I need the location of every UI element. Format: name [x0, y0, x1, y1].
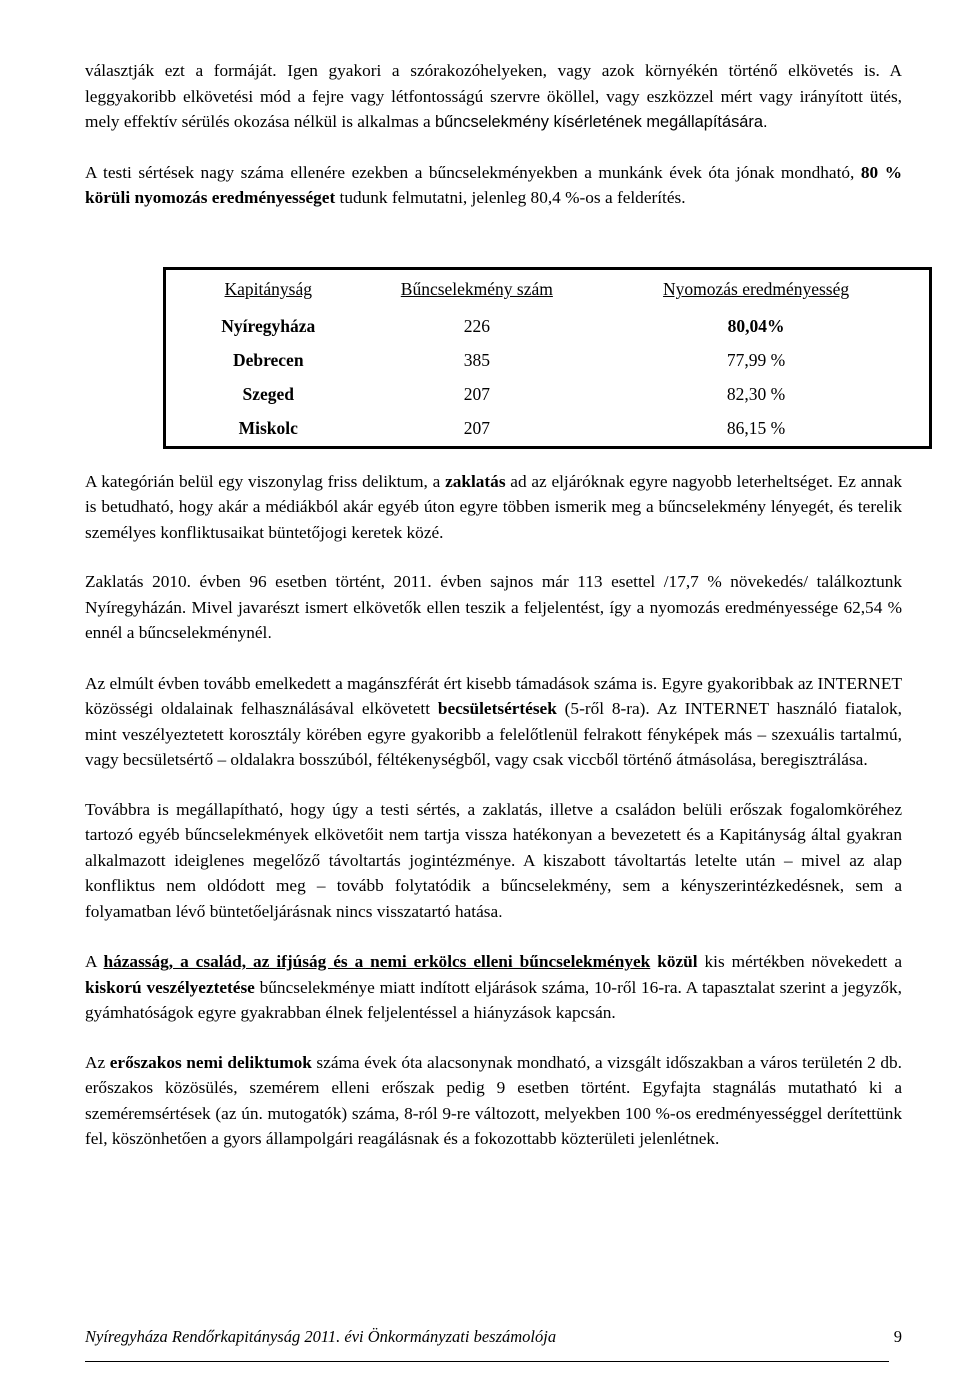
paragraph-7-text: A: [85, 952, 104, 971]
cell-rate: 86,15 %: [726, 418, 786, 438]
cell-count: 207: [463, 384, 490, 404]
paragraph-4-text: Zaklatás 2010. évben 96 esetben történt, 2011. évben sajnos már 113 esettel /17,7 % növekedés/ találkoztunk Nyíregyházán. Mivel javarészt ismert elkövetők ellen teszik a feljelentést, így a nyomozás eredményessége 62,54 % ennél a bűncselekménynél: [85, 572, 902, 642]
paragraph-1: [85, 58, 902, 136]
paragraph-7-bold: közül: [650, 952, 698, 971]
footer-title: Nyíregyháza Rendőrkapitányság 2011. évi Önkormányzati beszámolója: [85, 1327, 557, 1346]
cell-city: Szeged: [242, 384, 295, 404]
paragraph-2: [85, 160, 902, 211]
paragraph-5-text: Az elmúlt évben tovább emelkedett a magánszférát ért kisebb támadások száma is. Egyre gyakoribbak az INTERNET közösségi oldalainak felhasználásával elkövetett: [85, 673, 902, 718]
paragraph-3-text: A kategórián belül egy viszonylag friss deliktum, a: [85, 471, 446, 491]
paragraph-3: [85, 469, 902, 546]
statistics-table: [163, 267, 932, 449]
paragraph-8-text-end: száma évek óta alacsonynak mondható, a vizsgált időszakban a város területén 2 db. erőszakos közösülés, szemérem elleni erőszak pedig 9 esetben történt. Egyfajta stagnálás mutatható ki a szeméremsértések (az ún. mutogatók) száma, 8-ról 9-re változott, melyekben 100 %-os eredményességgel derítettünk fel, köszönhetően a gyors állampolgári reagálásnak és a fokozottabb közterületi jelenlétnek.: [85, 1052, 902, 1148]
cell-count: 385: [463, 350, 490, 370]
header-kapitanysag: Kapitányság: [224, 279, 312, 299]
paragraph-5-text-end: (5-ről 8-ra). Az INTERNET használó fiatalok, mint veszélyeztetett korosztály körében egyre gyakoribb a felelőtlenül felrakott fényképek más – szexuális tartalmú, vagy becsületsértő – oldalakra bosszúból, féltékenységből, vagy csak viccből történő átmásolása, beregisztrálása.: [85, 699, 902, 769]
paragraph-7: [85, 949, 902, 1026]
paragraph-7-text-mid: kis mértékben növekedett a: [697, 952, 902, 971]
paragraph-2-bold: 80 % körüli nyomozás eredményességet: [85, 162, 902, 207]
page-footer: [85, 1327, 902, 1351]
table-row: [165, 412, 931, 448]
table-row: [165, 378, 931, 412]
cell-city: Miskolc: [238, 418, 298, 438]
paragraph-1-text: választják ezt a formáját. Igen gyakori a szórakozóhelyeken, vagy azok környékén történő elkövetés is. A leggyakoribb elkövetési mód a fejre vagy létfontosságú szervre ököllel, vagy eszközzel mért vagy irányított ütés, mely effektív sérülés okozása nélkül is alkalmas a: [85, 61, 902, 131]
paragraph-3-text-end: ad az eljáróknak egyre nagyobb leterheltséget. Ez annak is betudható, hogy akár a médiákból akár egyéb úton egyre többen ismerik meg a bűncselekmény lényegét, és terelik személyes konfliktusaikat büntetőjogi keretek közé.: [85, 471, 902, 542]
paragraph-4-period: .: [267, 624, 272, 642]
paragraph-6: [85, 797, 902, 926]
cell-rate: 82,30 %: [726, 384, 786, 404]
cell-rate: 77,99 %: [726, 350, 786, 370]
paragraph-6-text: Továbbra is megállapítható, hogy úgy a testi sértés, a zaklatás, illetve a családon belüli erőszak fogalomköréhez tartozó egyéb bűncselekmények elkövetőit nem tartja vissza hatékonyan a bevezetett és a Kapitányság által gyakran alkalmazott ideiglenes megelőző távoltartás jogintézménye. A kiszabott távoltartás letelte után – mivel az alap konfliktus nem oldódott meg – tovább folytatódik a bűncselekmény, sem a kényszerintézkedésnek, sem a folyamatban lévő büntetőeljárásnak nincs visszatartó hatása: [85, 799, 902, 921]
statistics-table-wrap: [163, 267, 902, 449]
paragraph-3-bold: zaklatás: [445, 471, 506, 491]
header-nyomozas-eredmenyesseg: Nyomozás eredményesség: [663, 279, 850, 299]
paragraph-2-text: A testi sértések nagy száma ellenére ezekben a bűncselekményekben a munkánk évek óta jónak mondható,: [85, 162, 861, 182]
footer-rule: [85, 1361, 889, 1362]
header-buncselekmeny-szam: Bűncselekmény szám: [400, 279, 553, 299]
paragraph-7-text-end: bűncselekménye miatt indított eljárások száma, 10-ről 16-ra. A tapasztalat szerint a jegyzők, gyámhatóságok egyre gyakrabban élnek feljelentéssel a hiányzások kapcsán.: [85, 977, 902, 1022]
cell-count: 226: [463, 316, 490, 336]
paragraph-2-text-end: tudunk felmutatni, jelenleg 80,4 %-os a felderítés.: [335, 188, 686, 207]
paragraph-7-bold-2: kiskorú veszélyeztetése: [85, 977, 255, 997]
paragraph-6-period: .: [498, 902, 503, 921]
paragraph-5-bold: becsületsértések: [437, 699, 557, 718]
page-number: 9: [893, 1327, 902, 1346]
paragraph-8-bold: erőszakos nemi deliktumok: [109, 1052, 312, 1072]
cell-city: Nyíregyháza: [221, 316, 316, 336]
paragraph-4: [85, 569, 902, 647]
paragraph-1-text-end: bűncselekmény kísérletének megállapítására.: [435, 113, 768, 131]
paragraph-8: [85, 1050, 902, 1152]
cell-rate: 80,04%: [727, 316, 785, 336]
table-row: [165, 310, 931, 344]
document-page: [85, 58, 902, 1152]
paragraph-5: [85, 671, 902, 773]
paragraph-7-bold-underlined: házasság, a család, az ifjúság és a nemi erkölcs elleni bűncselekmények: [103, 952, 651, 971]
table-header-row: [165, 268, 931, 310]
table-row: [165, 344, 931, 378]
cell-city: Debrecen: [232, 350, 304, 370]
cell-count: 207: [463, 418, 490, 438]
paragraph-8-text: Az: [85, 1052, 110, 1072]
